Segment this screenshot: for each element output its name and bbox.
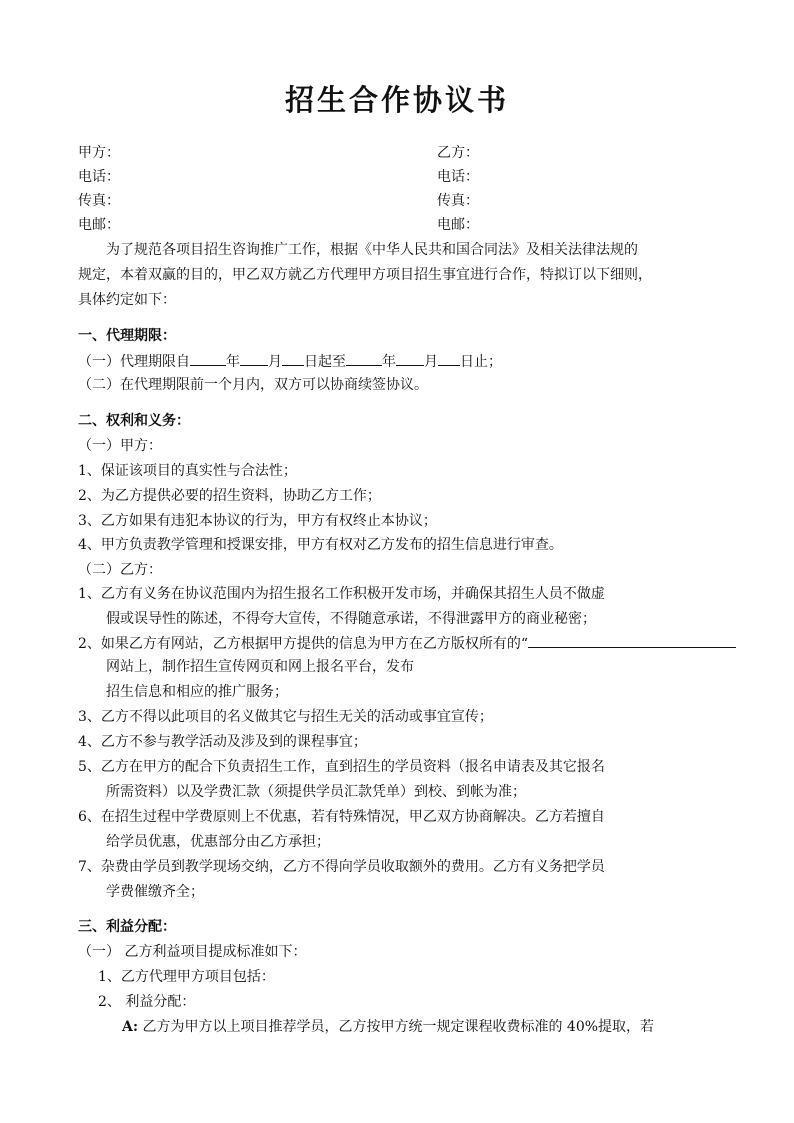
party-b-email: 电邮： (437, 217, 479, 233)
blank-line (396, 351, 424, 366)
intro-line: 为了规范各项目招生咨询推广工作，根据《中华人民共和国合同法》及相关法律法规的 (106, 242, 638, 258)
party-a-email: 电邮： (78, 217, 120, 233)
list-item-cont: 所需资料）以及学费汇款（须提供学员汇款凭单）到校、到帐为准； (106, 784, 526, 800)
blank-line (438, 351, 460, 366)
list-item: （二）在代理期限前一个月内，双方可以协商续签协议。 (78, 377, 428, 393)
list-item: 3、乙方如果有违犯本协议的行为，甲方有权终止本协议； (78, 513, 437, 529)
list-item: 2、 利益分配： (98, 994, 196, 1010)
list-item: 1、保证该项目的真实性与合法性； (78, 463, 297, 479)
list-item: 4、甲方负责教学管理和授课安排，甲方有权对乙方发布的招生信息进行审查。 (78, 537, 563, 553)
intro-line: 具体约定如下： (78, 292, 176, 308)
list-item: 7、杂费由学员到教学现场交纳，乙方不得向学员收取额外的费用。乙方有义务把学员 (78, 859, 605, 875)
intro-line: 规定，本着双赢的目的，甲乙双方就乙方代理甲方项目招生事宜进行合作，特拟订以下细则， (78, 267, 652, 283)
list-item: A: 乙方为甲方以上项目推荐学员，乙方按甲方统一规定课程收费标准的 40%提取，若 (122, 1019, 655, 1035)
sub-heading: （一） 乙方利益项目提成标准如下： (78, 944, 307, 960)
party-b-fax: 传真： (437, 193, 479, 209)
party-a-phone: 电话： (78, 169, 120, 185)
list-item: 3、乙方不得以此项目的名义做其它与招生无关的活动或事宜宣传； (78, 709, 493, 725)
blank-line (190, 351, 226, 366)
party-b-phone: 电话： (437, 169, 479, 185)
party-a-fax: 传真： (78, 193, 120, 209)
list-item: 6、在招生过程中学费原则上不优惠，若有特殊情况，甲乙双方协商解决。乙方若擅自 (78, 809, 605, 825)
website-blank-line (528, 633, 736, 648)
section-heading: 二、权利和义务： (78, 413, 190, 429)
section-heading: 三、利益分配： (78, 919, 176, 935)
list-item: 5、乙方在甲方的配合下负责招生工作，直到招生的学员资料（报名申请表及其它报名 (78, 759, 605, 775)
party-b-name: 乙方： (437, 145, 479, 161)
list-item-cont: 网站上，制作招生宣传网页和网上报名平台，发布 (106, 659, 414, 675)
sub-heading: （二）乙方： (78, 562, 162, 578)
item-label: A: (122, 1019, 139, 1035)
list-item: 2、为乙方提供必要的招生资料，协助乙方工作； (78, 488, 381, 504)
list-item: 1、乙方有义务在协议范围内为招生报名工作积极开发市场，并确保其招生人员不做虚 (78, 586, 605, 602)
blank-line (346, 351, 382, 366)
list-item: 1、乙方代理甲方项目包括： (98, 969, 275, 985)
term-period-line: （一）代理期限自 年 月 日起至 年 月 日止； (78, 351, 502, 372)
party-a-name: 甲方： (78, 145, 120, 161)
list-item-cont: 假或误导性的陈述，不得夸大宣传，不得随意承诺，不得泄露甲方的商业秘密； (106, 611, 596, 627)
list-item: 2、如果乙方有网站，乙方根据甲方提供的信息为甲方在乙方版权所有的“ (78, 633, 736, 654)
sub-heading: （一）甲方： (78, 438, 162, 454)
blank-line (282, 351, 304, 366)
list-item: 4、乙方不参与教学活动及涉及到的课程事宜； (78, 734, 367, 750)
document-title: 招生合作协议书 (284, 83, 509, 117)
list-item-cont: 招生信息和相应的推广服务； (106, 684, 288, 700)
blank-line (240, 351, 268, 366)
list-item-cont: 学费催缴齐全； (106, 884, 204, 900)
list-item-cont: 给学员优惠，优惠部分由乙方承担； (106, 834, 330, 850)
section-heading: 一、代理期限： (78, 328, 176, 344)
